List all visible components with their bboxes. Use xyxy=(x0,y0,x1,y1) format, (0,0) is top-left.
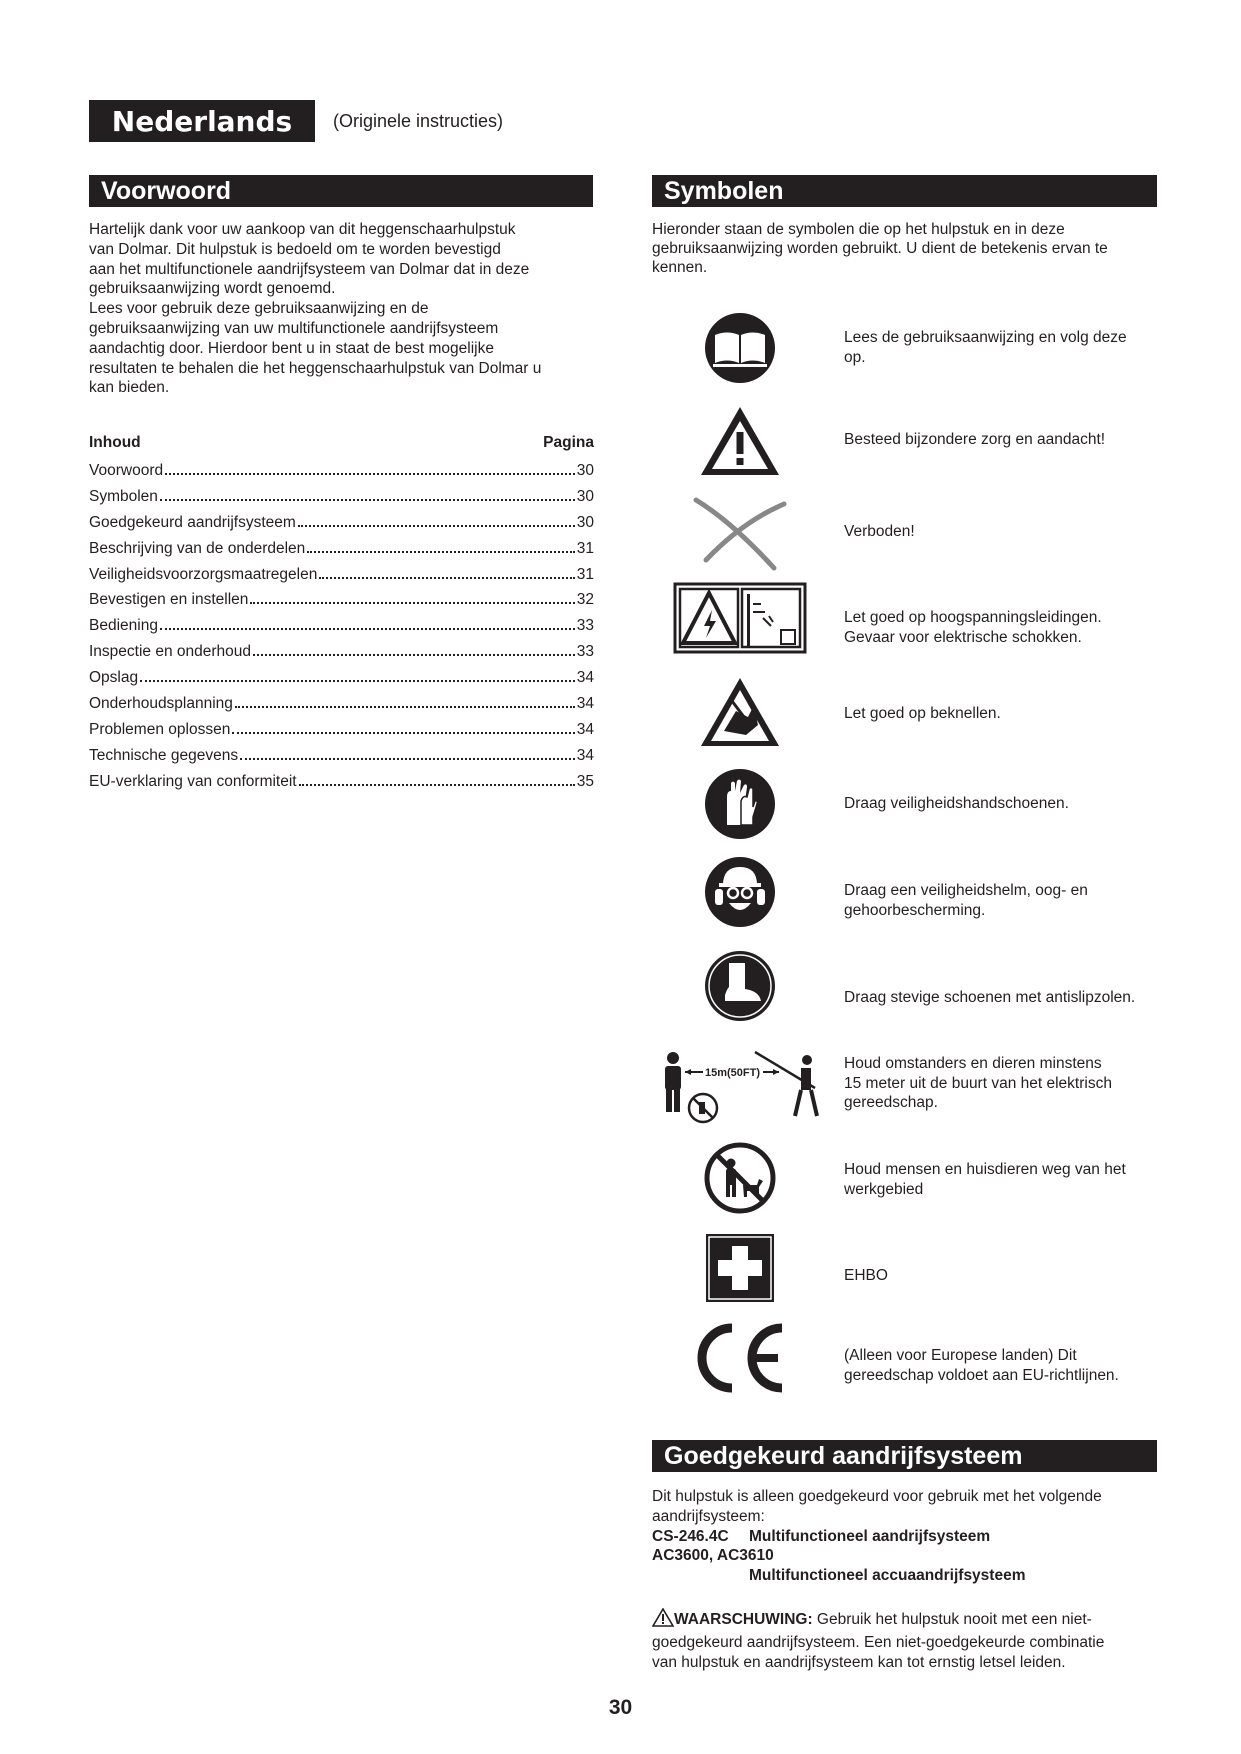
text-line: Hieronder staan de symbolen die op het hulpstuk en in deze xyxy=(652,221,1065,238)
toc-entry-label: Goedgekeurd aandrijfsysteem xyxy=(89,513,296,531)
toc-entry[interactable] xyxy=(89,773,594,799)
toc-entry-page: 31 xyxy=(576,565,594,583)
text-line: gereedschap. xyxy=(844,1094,938,1111)
symbolen-intro xyxy=(652,220,1172,277)
toc-entry-page: 33 xyxy=(576,643,594,661)
text-line: kennen. xyxy=(652,259,708,276)
text-line: Gebruik het hulpstuk nooit met een niet- xyxy=(812,1611,1092,1628)
toc-entry[interactable] xyxy=(89,514,594,540)
distance-label: 15m(50FT) xyxy=(705,1067,761,1079)
text-line: kan bieden. xyxy=(89,379,170,397)
warning-line xyxy=(652,1608,1192,1633)
language-tab: Nederlands xyxy=(89,100,315,142)
pinch-hazard-icon xyxy=(660,672,820,752)
text-line: aandachtig door. Hierdoor bent u in staat de best mogelijke xyxy=(89,339,494,357)
text-line: resultaten te behalen die het heggenschaarhulpstuk van Dolmar u xyxy=(89,359,542,377)
model-row xyxy=(652,1527,1182,1547)
voorwoord-heading: Voorwoord xyxy=(89,175,593,207)
text-line: Draag veiligheidshandschoenen. xyxy=(844,795,1069,812)
toc-heading-page: Pagina xyxy=(543,434,594,451)
first-aid-icon xyxy=(660,1228,820,1308)
symbol-description xyxy=(844,1160,1164,1199)
symbol-description xyxy=(844,1346,1164,1385)
toc-entry-page: 35 xyxy=(576,772,594,790)
aandrijfsysteem-text xyxy=(652,1487,1182,1586)
original-instructions-note: (Originele instructies) xyxy=(333,111,504,131)
toc-entry[interactable] xyxy=(89,695,594,721)
symbol-description xyxy=(844,1054,1164,1113)
text-line: Draag een veiligheidshelm, oog- en xyxy=(844,882,1088,899)
toc-entry-page: 30 xyxy=(576,462,594,479)
text-line: Besteed bijzondere zorg en aandacht! xyxy=(844,431,1106,448)
toc-heading-contents: Inhoud xyxy=(89,434,141,451)
toc-entry-page: 34 xyxy=(576,746,594,764)
model-description: Multifunctioneel accuaandrijfsysteem xyxy=(749,1567,1026,1585)
text-line: Lees voor gebruik deze gebruiksaanwijzing en de xyxy=(89,300,429,318)
page-number: 30 xyxy=(608,1696,633,1719)
ce-mark-icon xyxy=(660,1318,820,1398)
text-line: Houd mensen en huisdieren weg van het xyxy=(844,1161,1126,1178)
toc-entry-label: Inspectie en onderhoud xyxy=(89,643,252,661)
text-line: Draag stevige schoenen met antislipzolen. xyxy=(844,989,1136,1006)
toc-heading xyxy=(89,434,594,452)
text-line: gebruiksaanwijzing worden gebruikt. U dient de betekenis ervan te xyxy=(652,240,1108,257)
text-line: Gevaar voor elektrische schokken. xyxy=(844,628,1082,646)
warning-triangle-icon xyxy=(660,401,820,481)
text-line: aan het multifunctionele aandrijfsysteem van Dolmar dat in deze xyxy=(89,260,530,278)
prohibited-cross-icon xyxy=(660,492,820,572)
toc-entry-label: Bevestigen en instellen xyxy=(89,591,249,609)
symbol-description xyxy=(844,988,1164,1008)
text-line: Let goed op hoogspanningsleidingen. xyxy=(844,609,1102,626)
text-line: van Dolmar. Dit hulpstuk is bedoeld om te worden bevestigd xyxy=(89,240,501,258)
distance-15m-icon xyxy=(650,1048,840,1128)
toc-entry-label: Voorwoord xyxy=(89,462,164,479)
text-line: werkgebied xyxy=(844,1180,924,1198)
text-line: Hartelijk dank voor uw aankoop van dit heggenschaarhulpstuk xyxy=(89,221,516,238)
text-line: Let goed op beknellen. xyxy=(844,705,1001,722)
text-line: gebruiksaanwijzing van uw multifunctionele aandrijfsysteem xyxy=(89,319,499,337)
symbol-description xyxy=(844,794,1164,814)
toc-entry-label: Onderhoudsplanning xyxy=(89,695,233,713)
aandrijfsysteem-heading: Goedgekeurd aandrijfsysteem xyxy=(652,1440,1157,1472)
toc-entry[interactable] xyxy=(89,566,594,592)
toc-entry-page: 33 xyxy=(576,617,594,635)
symbol-description xyxy=(844,328,1164,367)
text-line: gereedschap voldoet aan EU-richtlijnen. xyxy=(844,1366,1119,1384)
toc-entry[interactable] xyxy=(89,669,594,695)
toc-entry-label: Veiligheidsvoorzorgsmaatregelen xyxy=(89,565,318,583)
toc-entry[interactable] xyxy=(89,540,594,566)
toc-entry-page: 34 xyxy=(576,720,594,738)
table-of-contents xyxy=(89,434,594,799)
model-description: Multifunctioneel aandrijfsysteem xyxy=(749,1527,991,1545)
model-number: CS-246.4C xyxy=(652,1527,729,1545)
toc-entry[interactable] xyxy=(89,591,594,617)
toc-entry-label: Symbolen xyxy=(89,487,158,505)
symbol-description xyxy=(844,522,1164,542)
toc-entry-label: Technische gegevens xyxy=(89,746,239,764)
text-line: gehoorbescherming. xyxy=(844,901,986,919)
warning-icon xyxy=(652,1608,674,1633)
toc-entry-label: Opslag xyxy=(89,669,139,687)
toc-entry[interactable] xyxy=(89,462,594,488)
toc-entry-label: EU-verklaring van conformiteit xyxy=(89,772,297,790)
toc-entry-page: 30 xyxy=(576,513,594,531)
no-people-animals-icon xyxy=(660,1138,820,1218)
toc-entry[interactable] xyxy=(89,747,594,773)
high-voltage-icon xyxy=(660,578,820,658)
symbol-description xyxy=(844,704,1164,724)
text-line: Verboden! xyxy=(844,523,915,540)
text-line: Lees de gebruiksaanwijzing en volg deze xyxy=(844,329,1127,346)
symbolen-heading: Symbolen xyxy=(652,175,1157,207)
warning-label: WAARSCHUWING: xyxy=(674,1611,813,1628)
text-line: Houd omstanders en dieren minstens xyxy=(844,1055,1102,1072)
text-line: goedgekeurd aandrijfsysteem. Een niet-goedgekeurde combinatie xyxy=(652,1633,1105,1651)
toc-entry[interactable] xyxy=(89,643,594,669)
text-line: 15 meter uit de buurt van het elektrisch xyxy=(844,1074,1112,1092)
toc-entry[interactable] xyxy=(89,488,594,514)
toc-entry-page: 32 xyxy=(576,591,594,609)
voorwoord-text xyxy=(89,220,599,398)
warning-block xyxy=(652,1608,1192,1672)
toc-entry-page: 30 xyxy=(576,487,594,505)
boots-icon xyxy=(660,946,820,1026)
helmet-protection-icon xyxy=(660,852,820,932)
toc-entry-page: 34 xyxy=(576,695,594,713)
gloves-icon xyxy=(660,764,820,844)
text-line: van hulpstuk en aandrijfsysteem kan tot ernstig letsel leiden. xyxy=(652,1653,1066,1671)
toc-entry-label: Beschrijving van de onderdelen xyxy=(89,539,306,557)
symbol-description xyxy=(844,881,1164,920)
symbol-description xyxy=(844,430,1164,450)
toc-entry-label: Problemen oplossen xyxy=(89,720,231,738)
text-line: gebruiksaanwijzing wordt genoemd. xyxy=(89,280,336,298)
toc-entry-page: 31 xyxy=(576,539,594,557)
text-line: EHBO xyxy=(844,1267,888,1284)
text-line: op. xyxy=(844,348,866,366)
symbol-description xyxy=(844,1266,1164,1286)
text-line: aandrijfsysteem: xyxy=(652,1507,765,1525)
manual-book-icon xyxy=(660,308,820,388)
toc-entry[interactable] xyxy=(89,617,594,643)
toc-entry[interactable] xyxy=(89,721,594,747)
model-number: AC3600, AC3610 xyxy=(652,1547,774,1565)
text-line: Dit hulpstuk is alleen goedgekeurd voor gebruik met het volgende xyxy=(652,1488,1102,1505)
toc-entry-page: 34 xyxy=(576,669,594,687)
toc-entry-label: Bediening xyxy=(89,617,158,635)
symbol-description xyxy=(844,608,1164,647)
text-line: (Alleen voor Europese landen) Dit xyxy=(844,1347,1077,1364)
